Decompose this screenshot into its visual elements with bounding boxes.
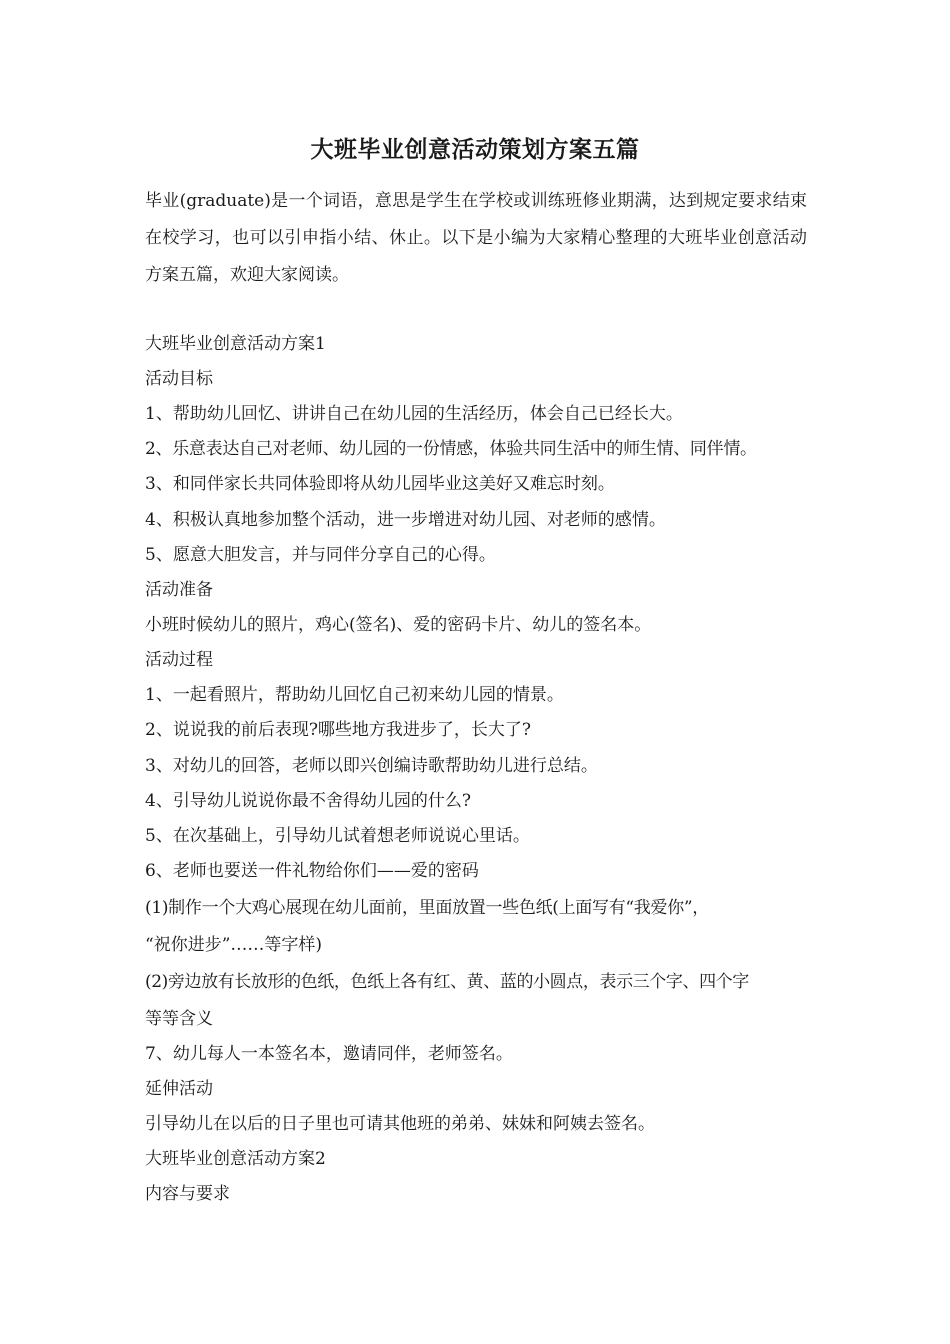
list-item-continuation: “祝你进步”……等字样): [145, 935, 323, 955]
subheading: 延伸活动: [145, 1079, 213, 1099]
paragraph: 小班时候幼儿的照片，鸡心(签名)、爱的密码卡片、幼儿的签名本。: [145, 615, 652, 635]
list-item: 3、对幼儿的回答，老师以即兴创编诗歌帮助幼儿进行总结。: [145, 756, 598, 776]
list-item: (2)旁边放有长放形的色纸，色纸上各有红、黄、蓝的小圆点，表示三个字、四个字: [145, 972, 749, 992]
list-item: (1)制作一个大鸡心展现在幼儿面前，里面放置一些色纸(上面写有“我爱你”，: [145, 898, 709, 918]
subheading: 活动目标: [145, 369, 213, 389]
list-item: 1、帮助幼儿回忆、讲讲自己在幼儿园的生活经历，体会自己已经长大。: [145, 404, 683, 424]
intro-paragraph: 毕业(graduate)是一个词语，意思是学生在学校或训练班修业期满，达到规定要求结束在校学习，也可以引申指小结、休止。以下是小编为大家精心整理的大班毕业创意活动方案五篇，欢迎大家阅读。: [145, 191, 807, 285]
section-heading: 大班毕业创意活动方案1: [145, 334, 326, 354]
list-item: 7、幼儿每人一本签名本，邀请同伴，老师签名。: [145, 1044, 513, 1064]
subheading: 活动过程: [145, 650, 213, 670]
list-item: 5、愿意大胆发言，并与同伴分享自己的心得。: [145, 545, 496, 565]
subheading: 内容与要求: [145, 1184, 230, 1204]
list-item: 4、积极认真地参加整个活动，进一步增进对幼儿园、对老师的感情。: [145, 510, 666, 530]
list-item: 6、老师也要送一件礼物给你们——爱的密码: [145, 861, 479, 881]
list-item: 5、在次基础上，引导幼儿试着想老师说说心里话。: [145, 826, 530, 846]
list-item: 4、引导幼儿说说你最不舍得幼儿园的什么?: [145, 791, 471, 811]
document-title: 大班毕业创意活动策划方案五篇: [310, 137, 640, 163]
list-item-continuation: 等等含义: [145, 1009, 213, 1029]
list-item: 3、和同伴家长共同体验即将从幼儿园毕业这美好又难忘时刻。: [145, 474, 615, 494]
subheading: 活动准备: [145, 580, 213, 600]
list-item: 2、乐意表达自己对老师、幼儿园的一份情感，体验共同生活中的师生情、同伴情。: [145, 439, 757, 459]
section-heading: 大班毕业创意活动方案2: [145, 1149, 326, 1169]
paragraph: 引导幼儿在以后的日子里也可请其他班的弟弟、妹妹和阿姨去签名。: [145, 1114, 655, 1134]
list-item: 2、说说我的前后表现?哪些地方我进步了，长大了?: [145, 720, 532, 740]
list-item: 1、一起看照片，帮助幼儿回忆自己初来幼儿园的情景。: [145, 685, 564, 705]
